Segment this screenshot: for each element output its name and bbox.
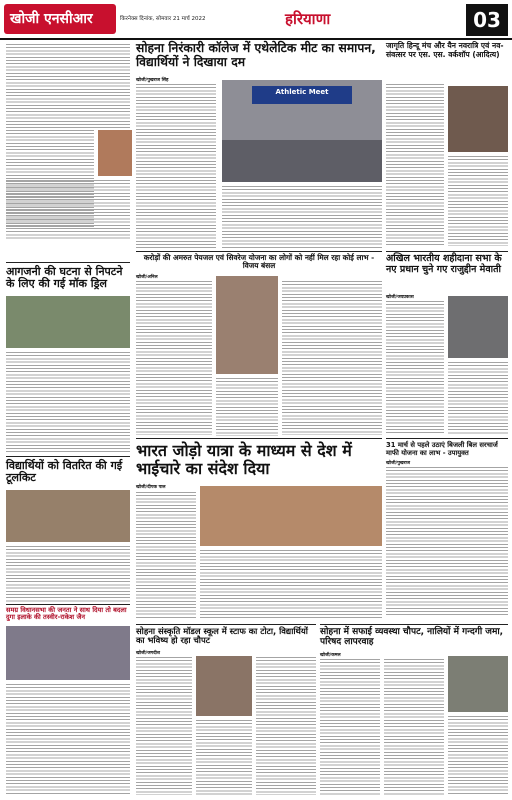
scheme-headline: करोड़ों की अमरुत पेयजल एवं सिवरेज योजना का लोगों को नहीं मिल रहा कोई लाभ - विजय बंसल (143, 253, 375, 271)
page-number: 03 (473, 8, 501, 32)
divider (320, 624, 508, 625)
sabha-text-2 (448, 362, 508, 434)
staff-shortage-text (136, 657, 192, 795)
drain-photo (448, 656, 508, 712)
byline: खोजी/कमल (320, 653, 341, 658)
staff-shortage-text-2 (196, 720, 252, 795)
power-scheme-text (386, 467, 508, 617)
dateline: किरनेक्स दिनांक, सोमवार 21 मार्च 2022 (120, 16, 206, 22)
divider (6, 262, 130, 263)
divider (136, 251, 382, 252)
left-story-text-2 (6, 180, 130, 240)
sabha-photo (448, 296, 508, 358)
divider (136, 438, 382, 439)
bharat-jodo-text (136, 492, 196, 620)
power-scheme-headline: 31 मार्च से पहले उठाएं बिजली बिल सरचार्ज माफी योजना का लाभ - उपायुक्त (386, 441, 498, 457)
scheme-text-2 (216, 378, 278, 436)
divider (6, 456, 130, 457)
left-portrait-photo (98, 130, 132, 176)
mla-rally-headline: समग्र विधानसभा की जनता ने साथ दिया तो बदला दुगा इलाके की तस्वीर-राकेश जैन (6, 606, 127, 622)
masthead-title: खोजी एनसीआर (10, 11, 93, 27)
bharat-jodo-photo (200, 486, 382, 546)
scheme-text (136, 281, 212, 435)
byline: खोजी/अनिल (136, 275, 158, 280)
sabha-text (386, 301, 444, 433)
jagriti-text (386, 84, 444, 246)
jagriti-portrait (448, 86, 508, 152)
byline: खोजी/जयप्रकाश (386, 295, 414, 300)
college-text-2 (222, 186, 382, 248)
cleanliness-text-2 (384, 659, 444, 795)
toolkit-text (6, 546, 130, 602)
fire-drill-text (6, 352, 130, 452)
staff-shortage-text-3 (256, 657, 316, 795)
divider (386, 438, 508, 439)
cleanliness-headline: सोहना में सफाई व्यवस्था चौपट, नालियों में गन्दगी जमा, परिषद लापरवाह (320, 627, 504, 648)
bharat-jodo-text-2 (200, 550, 382, 620)
college-headline: सोहना निरंकारी कॉलेज में एथेलेटिक मीट का समापन, विद्यार्थियों ने दिखाया दम (136, 41, 376, 69)
divider (6, 604, 130, 605)
byline: खोजी/पुखराज (386, 461, 411, 466)
cleanliness-text (320, 659, 380, 795)
staff-shortage-portrait (196, 656, 252, 716)
mla-rally-photo (6, 626, 130, 680)
cleanliness-text-3 (448, 716, 508, 795)
staff-shortage-headline: सोहना संस्कृति मॉडल स्कूल में स्टाफ का टोटा, विद्यार्थियों का भविष्य हो रहा चौपट (136, 626, 308, 646)
left-intro-text (6, 44, 130, 128)
mla-rally-text (6, 684, 130, 794)
bharat-jodo-headline: भारत जोड़ो यात्रा के माध्यम से देश में भाईचारे का संदेश दिया (136, 441, 352, 478)
divider (386, 251, 508, 252)
divider (136, 624, 316, 625)
byline: खोजी/जगदीश (136, 651, 160, 656)
section-title: हरियाणा (285, 10, 331, 28)
fire-drill-photo (6, 296, 130, 348)
byline: खोजी/दीपक पाल (136, 485, 166, 490)
jagriti-headline: जागृति हिन्दू मंच और यैन नवरात्रि एवं नव-संवत्सर पर एस. एस. वर्कशॉप (आदित्य) (386, 41, 504, 59)
toolkit-headline: विद्यार्थियों को वितरित की गई टूलकिट (6, 459, 123, 485)
sabha-headline: अखिल भारतीय शहीदाना सभा के नए प्रधान चुने गए राजुद्दीन मेवाती (386, 253, 502, 275)
jagriti-text-2 (448, 156, 508, 246)
college-text (136, 84, 216, 248)
scheme-portrait (216, 276, 278, 374)
toolkit-photo (6, 490, 130, 542)
byline: खोजी/पुखराज सिंह (136, 78, 169, 83)
scheme-text-3 (282, 281, 382, 435)
banner-text: Athletic Meet (275, 88, 329, 96)
fire-drill-headline: आगजनी की घटना से निपटने के लिए की गई मॉक ड्रिल (6, 265, 123, 291)
